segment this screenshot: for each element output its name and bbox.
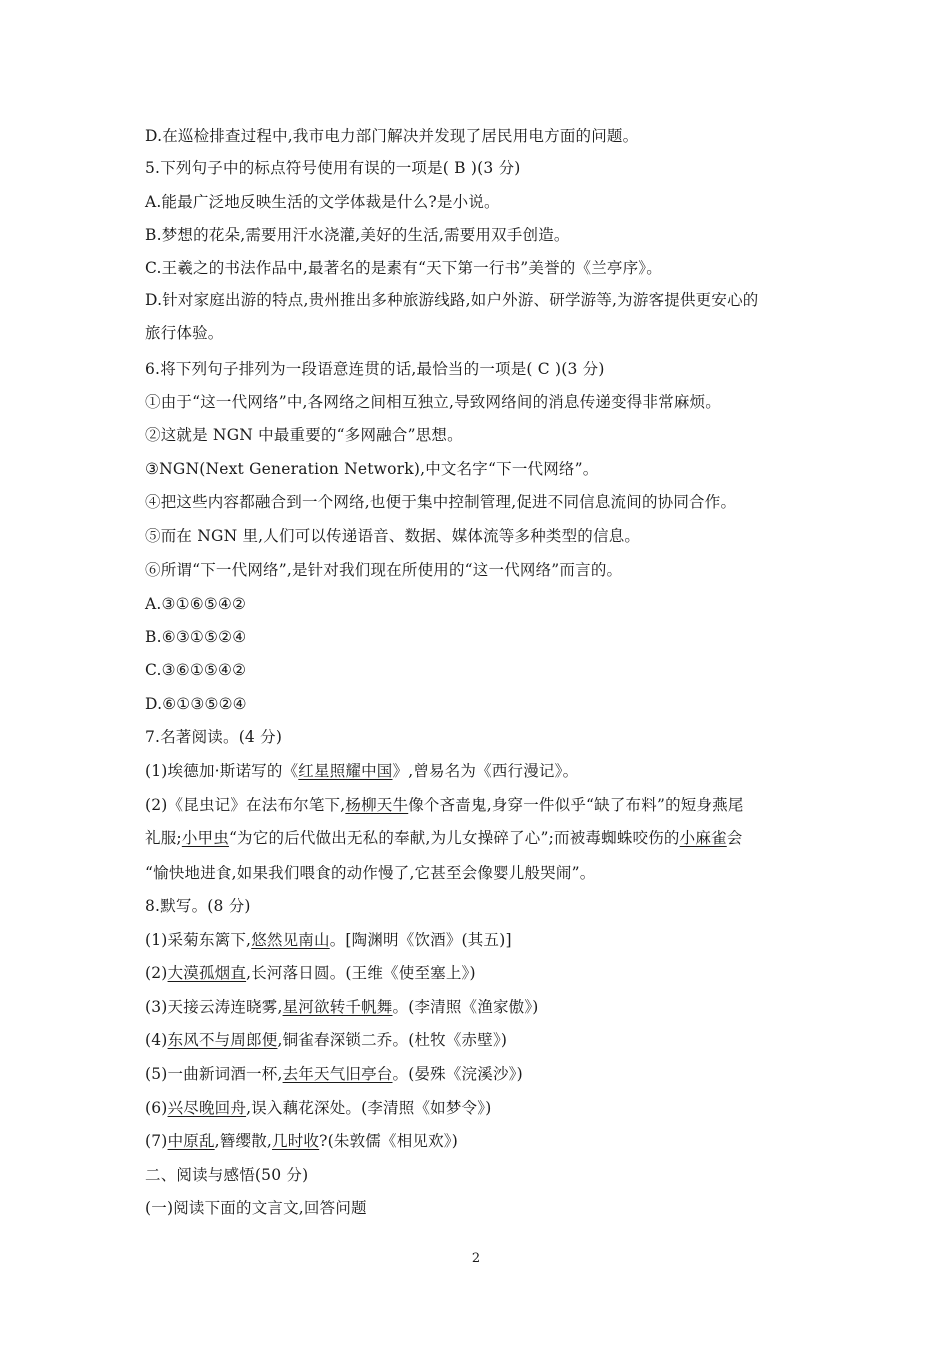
text-line — [145, 795, 815, 815]
text-segment: (2) — [145, 964, 168, 982]
answer-underlined-text: 兴尽晚回舟 — [167, 1099, 247, 1117]
text-line — [145, 1098, 815, 1118]
text-segment: ⑥所谓“下一代网络”,是针对我们现在所使用的“这一代网络”而言的。 — [145, 561, 623, 579]
text-line — [145, 192, 815, 212]
answer-underlined-text: 悠然见南山 — [251, 931, 330, 949]
text-segment: ,长河落日圆。(王维《使至塞上》) — [246, 964, 476, 982]
answer-underlined-text: 中原乱 — [167, 1132, 215, 1150]
text-segment: ①由于“这一代网络”中,各网络之间相互独立,导致网络间的消息传递变得非常麻烦。 — [145, 393, 722, 411]
text-segment: C.王羲之的书法作品中,最著名的是素有“天下第一行书”美誉的《兰亭序》。 — [145, 259, 662, 277]
text-line — [145, 963, 815, 983]
text-segment: D.针对家庭出游的特点,贵州推出多种旅游线路,如户外游、研学游等,为游客提供更安心的 — [145, 291, 759, 309]
text-segment: 像个吝啬鬼,身穿一件似乎“缺了布料”的短身燕尾 — [408, 796, 744, 814]
text-segment: 6.将下列句子排列为一段语意连贯的话,最恰当的一项是( C )(3 分) — [145, 360, 605, 378]
text-line — [145, 323, 815, 343]
answer-underlined-text: 小麻雀 — [679, 829, 727, 847]
text-line — [145, 1198, 815, 1218]
text-line — [145, 158, 815, 178]
text-line — [145, 761, 815, 781]
text-segment: 。(晏殊《浣溪沙》) — [392, 1065, 523, 1083]
text-line — [145, 560, 815, 580]
text-segment: D.⑥①③⑤②④ — [145, 695, 247, 713]
answer-underlined-text: 红星照耀中国 — [298, 762, 393, 780]
text-line — [145, 863, 815, 883]
text-segment: ,铜雀春深锁二乔。(杜牧《赤壁》) — [277, 1031, 508, 1049]
text-segment: 礼服; — [145, 829, 182, 847]
text-segment: 旅行体验。 — [145, 324, 224, 342]
text-segment: (2)《昆虫记》在法布尔笔下, — [145, 796, 346, 814]
text-segment: (1)埃德加·斯诺写的《 — [145, 762, 299, 780]
text-line — [145, 526, 815, 546]
page-number: 2 — [471, 1251, 481, 1266]
text-segment: B.⑥③①⑤②④ — [145, 628, 247, 646]
text-segment: ⑤而在 NGN 里,人们可以传递语音、数据、媒体流等多种类型的信息。 — [145, 527, 641, 545]
text-segment: (4) — [145, 1031, 168, 1049]
text-segment: ③NGN(Next Generation Network),中文名字“下一代网络”。 — [145, 460, 599, 478]
text-segment: (5)一曲新词酒一杯, — [145, 1065, 283, 1083]
text-segment: “愉快地进食,如果我们喂食的动作慢了,它甚至会像婴儿般哭闹”。 — [145, 864, 596, 882]
text-segment: ,误入藕花深处。(李清照《如梦令》) — [246, 1099, 492, 1117]
text-line — [145, 126, 815, 146]
text-line — [145, 290, 815, 310]
text-line — [145, 258, 815, 278]
text-line — [145, 1030, 815, 1050]
text-segment: (3)天接云涛连晓雾, — [145, 998, 283, 1016]
text-segment: A.能最广泛地反映生活的文学体裁是什么?是小说。 — [145, 193, 500, 211]
text-line — [145, 1131, 815, 1151]
text-line — [145, 896, 815, 916]
text-line — [145, 425, 815, 445]
text-segment: 二、阅读与感悟(50 分) — [145, 1166, 309, 1184]
answer-underlined-text: 几时收 — [272, 1132, 320, 1150]
text-segment: “为它的后代做出无私的奉献,为儿女操碎了心”;而被毒蜘蛛咬伤的 — [228, 829, 680, 847]
answer-underlined-text: 星河欲转千帆舞 — [282, 998, 393, 1016]
text-segment: 。(李清照《渔家傲》) — [392, 998, 539, 1016]
text-segment: A.③①⑥⑤④② — [145, 595, 247, 613]
text-line — [145, 828, 815, 848]
text-segment: (1)采菊东篱下, — [145, 931, 252, 949]
text-line — [145, 492, 815, 512]
text-line — [145, 594, 815, 614]
text-segment: B.梦想的花朵,需要用汗水浇灌,美好的生活,需要用双手创造。 — [145, 226, 570, 244]
text-segment: 》,曾易名为《西行漫记》。 — [392, 762, 579, 780]
text-segment: 5.下列句子中的标点符号使用有误的一项是( B )(3 分) — [145, 159, 521, 177]
text-line — [145, 1165, 815, 1185]
text-segment: ,簪缨散, — [214, 1132, 273, 1150]
text-segment: ④把这些内容都融合到一个网络,也便于集中控制管理,促进不同信息流间的协同合作。 — [145, 493, 737, 511]
text-segment: 8.默写。(8 分) — [145, 897, 251, 915]
text-segment: C.③⑥①⑤④② — [145, 661, 247, 679]
text-segment: (6) — [145, 1099, 168, 1117]
text-segment: 7.名著阅读。(4 分) — [145, 728, 283, 746]
text-segment: (一)阅读下面的文言文,回答问题 — [145, 1199, 367, 1217]
text-segment: (7) — [145, 1132, 168, 1150]
text-segment: 会 — [726, 829, 743, 847]
text-line — [145, 392, 815, 412]
answer-underlined-text: 杨柳天牛 — [345, 796, 409, 814]
text-line — [145, 997, 815, 1017]
text-segment: 。[陶渊明《饮酒》(其五)] — [329, 931, 512, 949]
text-line — [145, 727, 815, 747]
answer-underlined-text: 大漠孤烟直 — [167, 964, 247, 982]
text-line — [145, 627, 815, 647]
answer-underlined-text: 小甲虫 — [181, 829, 229, 847]
text-line — [145, 1064, 815, 1084]
text-line — [145, 694, 815, 714]
text-line — [145, 225, 815, 245]
answer-underlined-text: 东风不与周郎便 — [167, 1031, 278, 1049]
answer-underlined-text: 去年天气旧亭台 — [282, 1065, 393, 1083]
text-line — [145, 459, 815, 479]
text-line — [145, 359, 815, 379]
text-line — [145, 930, 815, 950]
text-segment: ②这就是 NGN 中最重要的“多网融合”思想。 — [145, 426, 463, 444]
text-segment: ?(朱敦儒《相见欢》) — [319, 1132, 458, 1150]
text-segment: D.在巡检排查过程中,我市电力部门解决并发现了居民用电方面的问题。 — [145, 127, 639, 145]
text-line — [145, 660, 815, 680]
